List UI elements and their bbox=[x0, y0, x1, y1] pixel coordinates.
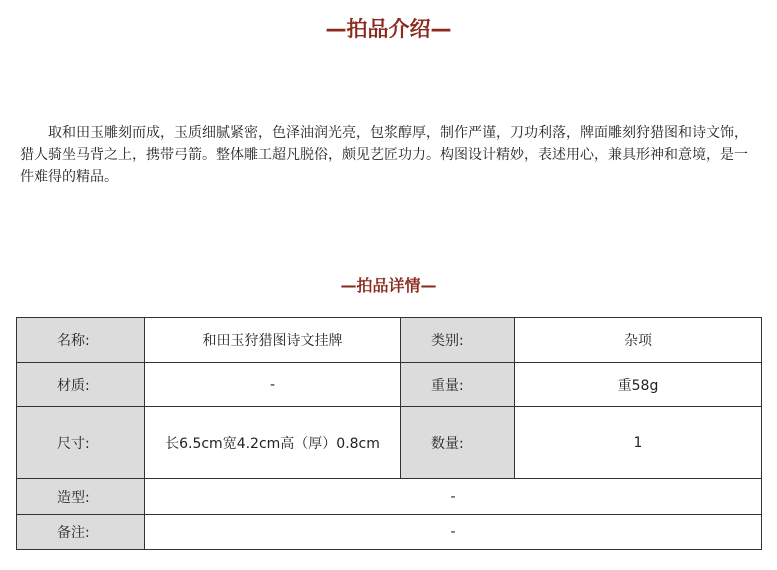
size-label: 尺寸: bbox=[17, 407, 145, 479]
quantity-value: 1 bbox=[515, 407, 762, 479]
details-table bbox=[16, 317, 762, 550]
table-row bbox=[17, 407, 762, 479]
table-row bbox=[17, 515, 762, 550]
shape-label: 造型: bbox=[17, 479, 145, 515]
table-row bbox=[17, 363, 762, 407]
name-label: 名称: bbox=[17, 318, 145, 363]
size-value: 长6.5cm宽4.2cm高（厚）0.8cm bbox=[145, 407, 401, 479]
category-label: 类别: bbox=[401, 318, 515, 363]
quantity-label: 数量: bbox=[401, 407, 515, 479]
weight-label: 重量: bbox=[401, 363, 515, 407]
category-value: 杂项 bbox=[515, 318, 762, 363]
details-section-title: —拍品详情— bbox=[340, 276, 437, 295]
material-value: - bbox=[145, 363, 401, 407]
name-value: 和田玉狩猎图诗文挂牌 bbox=[145, 318, 401, 363]
remark-value: - bbox=[145, 515, 762, 550]
weight-value: 重58g bbox=[515, 363, 762, 407]
table-row bbox=[17, 318, 762, 363]
remark-label: 备注: bbox=[17, 515, 145, 550]
material-label: 材质: bbox=[17, 363, 145, 407]
table-row bbox=[17, 479, 762, 515]
intro-section-title: —拍品介绍— bbox=[325, 17, 452, 41]
shape-value: - bbox=[145, 479, 762, 515]
intro-description: 取和田玉雕刻而成，玉质细腻紧密，色泽油润光亮，包浆醇厚，制作严谨，刀功利落，牌面雕刻狩猎图和诗文饰，猎人骑坐马背之上，携带弓箭。整体雕工超凡脱俗，颇见艺匠功力。构图设计精妙，表述用心，兼具形神和意境，是一件难得的精品。 bbox=[20, 125, 748, 185]
